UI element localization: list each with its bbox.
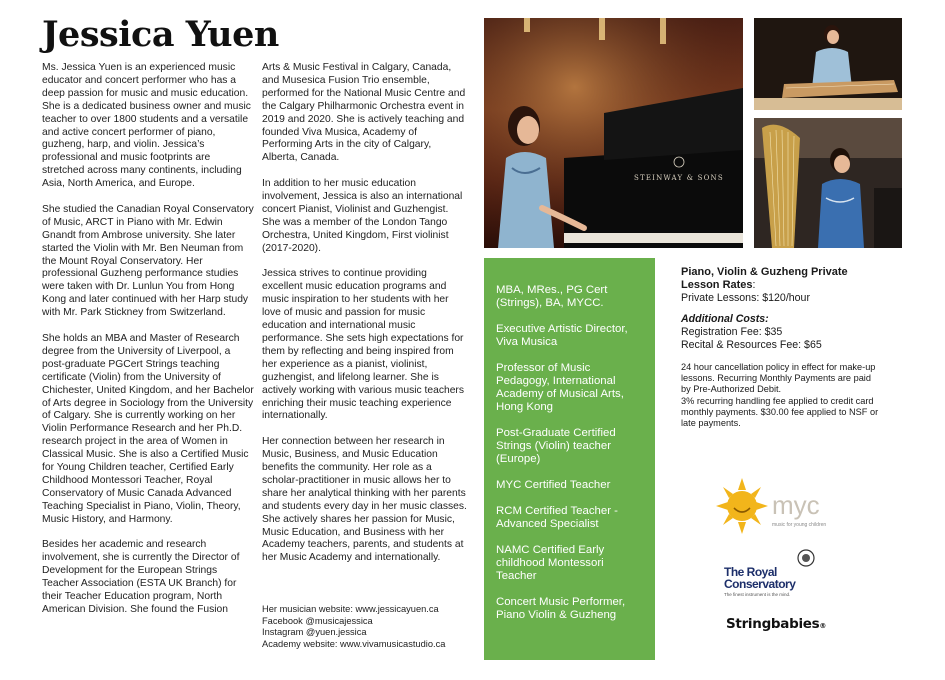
bio-paragraph: Besides her academic and research involvement, she is currently the Director of Development for the European Strings Teacher Association (ESTA UK Branch) for their Teacher Education program, North American Division. She found the Fusion <box>42 539 240 616</box>
credential-item: RCM Certified Teacher - Advanced Specialist <box>496 505 618 530</box>
svg-text:music for young children: music for young children <box>772 522 827 528</box>
bio-paragraph: Her connection between her research in Music, Business, and Music Education benefits the community. Her role as a scholar-practitioner in music allows her to share her analytical thinking with her parents and students every day in her music classes. She actively shares her passion for Music, Music Education, and Business with her Academy teachers, parents, and students at her Music Academy and internationally. <box>262 436 467 564</box>
musician-website-link[interactable]: Her musician website: www.jessicayuen.ca <box>262 604 439 614</box>
rcm-crest-icon <box>724 548 824 598</box>
rates-heading: Piano, Violin & Guzheng Private Lesson Rates: <box>681 266 848 291</box>
myc-sun-icon <box>716 478 836 536</box>
svg-text:The Royal: The Royal <box>724 565 777 579</box>
bio-paragraph: She holds an MBA and Master of Research degree from the University of Liverpool, a post-graduate PGCert Strings teaching certificate (Violin) from the University of Chichester, United Kingdom, and her Bachelor of Arts degree in Sociology from the University of Calgary. She is currently working on her Violin Performance Research and her Ph.D. research project in the area of Women in Classical Music. She is also a Certified Music for Young Children teacher, Certified Early Childhood Montessori Teacher, Royal Conservatory of Music Canada Advanced Teaching Specialist in Piano, Violin, Theory, Music History, and Harmony. <box>42 333 254 525</box>
photo-guzheng-player <box>754 18 902 110</box>
bio-column-2 <box>262 62 468 578</box>
bio-column-1 <box>42 62 254 630</box>
lesson-rates <box>681 266 881 429</box>
private-lesson-rate: Private Lessons: $120/hour <box>681 292 810 304</box>
credential-item: NAMC Certified Early childhood Montessori Teacher <box>496 544 605 582</box>
photo-pianist-illustration <box>484 18 743 248</box>
credential-item: MYC Certified Teacher <box>496 479 611 491</box>
steinway-logo-text: STEINWAY & SONS <box>634 174 724 182</box>
credential-item: Executive Artistic Director, Viva Musica <box>496 323 628 348</box>
academy-website-link[interactable]: Academy website: www.vivamusicastudio.ca <box>262 638 446 649</box>
bio-paragraph: Ms. Jessica Yuen is an experienced music educator and concert performer who has a deep passion for music and music education. She is a dedicated business owner and music teacher to over 1800 students and a versatile and active concert performer of piano, guzheng, harp, and violin. Jessica’s professional and music footprints are stretched across many continents, including Asia, North America, and Europe. <box>42 62 251 190</box>
credential-item: MBA, MRes., PG Cert (Strings), BA, MYCC. <box>496 284 608 309</box>
bio-paragraph: In addition to her music education involvement, Jessica is also an international concert Pianist, Violinist and Guzhengist. She was a member of the London Tango Orchestra, United Kingdom, First violinist (2017-2020). <box>262 178 463 254</box>
credentials-box <box>484 258 655 660</box>
page-title: Jessica Yuen <box>42 14 279 55</box>
handling-fee-policy: 3% recurring handling fee applied to credit card monthly payments. $30.00 fee applied to NSF or late payments. <box>681 395 879 429</box>
cancellation-policy: 24 hour cancellation policy in effect for make-up lessons. Recurring Monthly Payments are paid by Pre-Authorized Debit. <box>681 362 876 395</box>
bio-paragraph: Arts & Music Festival in Calgary, Canada, and Musesica Fusion Trio ensemble, performed for the National Music Centre and the Calgary Philharmonic Orchestra event in 2019 and 2020. She is actively teaching and founded Viva Musica, Academy of Performing Arts in the city of Calgary, Alberta, Canada. <box>262 62 466 164</box>
registration-fee: Registration Fee: $35 <box>681 326 783 338</box>
svg-text:The finest instrument is the m: The finest instrument is the mind. <box>724 592 791 597</box>
additional-costs-heading: Additional Costs: <box>681 313 769 325</box>
credential-item: Concert Music Performer, Piano Violin & Guzheng <box>496 596 626 621</box>
svg-text:Conservatory: Conservatory <box>724 577 796 591</box>
facebook-link[interactable]: Facebook @musicajessica <box>262 615 373 626</box>
royal-conservatory-logo <box>724 548 824 598</box>
bio-paragraph: She studied the Canadian Royal Conservatory of Music, ARCT in Piano with Mr. Edwin Gnandt from Ambrose university. She later started the Violin with Mr. Ben Neuman from the Mount Royal Conservatory. Her professional Guzheng performance studies were taken with Dr. Lunlun You from Hong Kong and later continued with her Harp study with Mr. Park Stickney from Switzerland. <box>42 203 254 319</box>
photo-pianist <box>484 18 743 248</box>
credential-item: Post-Graduate Certified Strings (Violin) teacher (Europe) <box>496 427 616 465</box>
stringbabies-logo: Stringbabies® <box>726 616 827 632</box>
svg-text:myc: myc <box>772 490 820 520</box>
bio-paragraph: Jessica strives to continue providing excellent music education programs and music inspiration to her students with her love of music and passion for music education and international music performance. She sets high expectations for them by reflecting and being inspired from her experience as a pianist, violinist, guzhengist, and lifelong learner. She is actively working with various music teachers enriching their music teaching experience internationally. <box>262 268 465 422</box>
photo-harp-player <box>754 118 902 248</box>
instagram-link[interactable]: Instagram @yuen.jessica <box>262 627 367 638</box>
photo-guzheng-illustration <box>754 18 902 110</box>
credential-item: Professor of Music Pedagogy, International Academy of Musical Arts, Hong Kong <box>496 362 624 413</box>
contact-links <box>262 604 468 650</box>
myc-logo <box>716 478 836 536</box>
recital-fee: Recital & Resources Fee: $65 <box>681 339 822 351</box>
photo-harp-illustration <box>754 118 902 248</box>
